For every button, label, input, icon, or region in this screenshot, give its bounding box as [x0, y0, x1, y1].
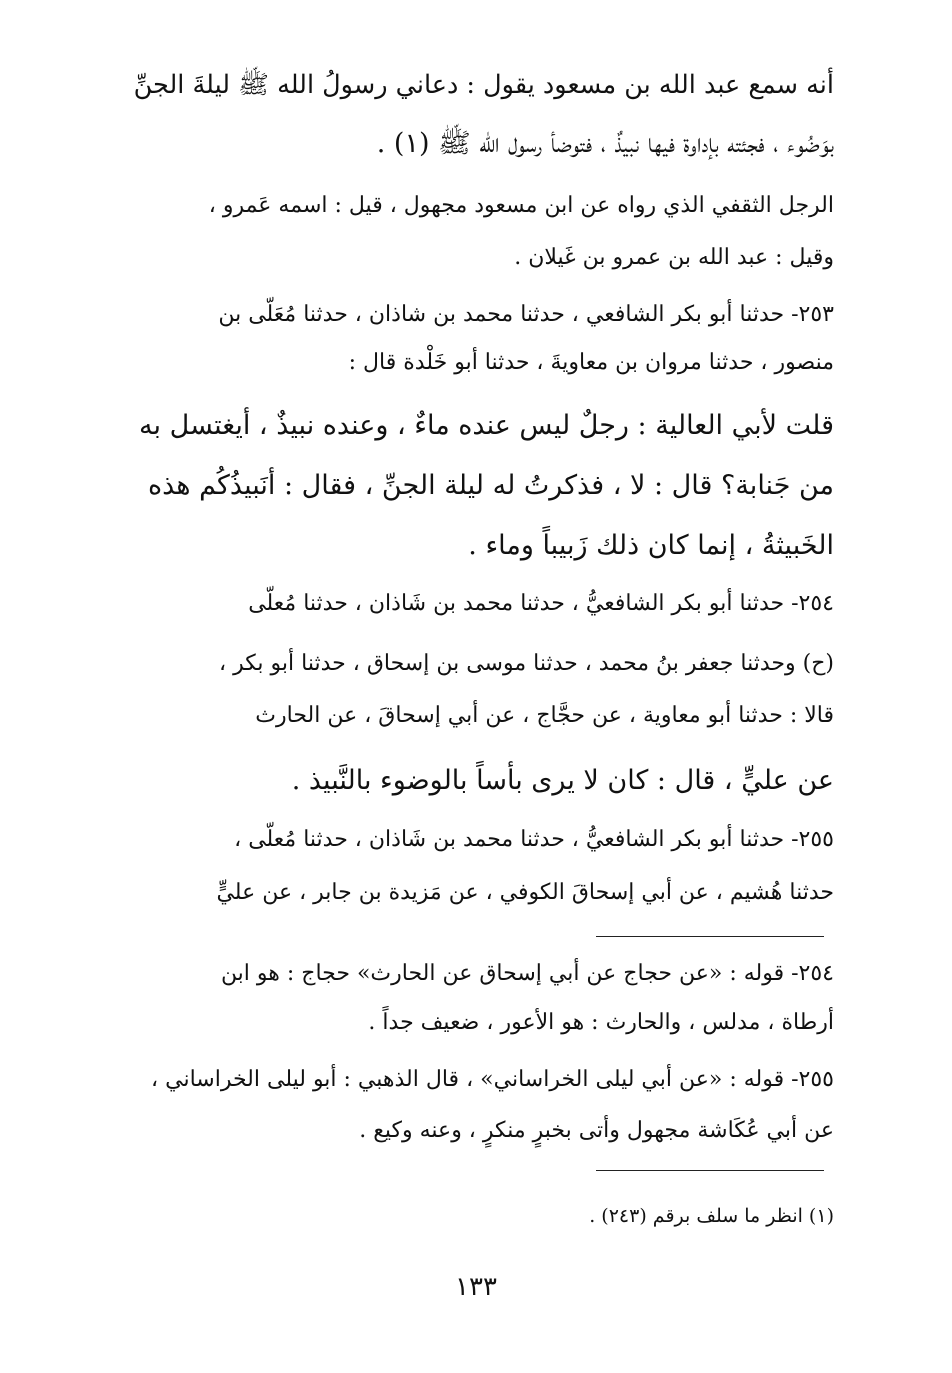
hadith-253-text-line: قلت لأبي العالية : رجلٌ ليس عنده ماءٌ ، وعنده نبيذٌ ، أيغتسل به — [139, 410, 834, 441]
commentary-line: الرجل الثقفي الذي رواه عن ابن مسعود مجهول ، قيل : اسمه عَمرو ، — [208, 193, 834, 218]
page-number: ١٣٣ — [455, 1272, 497, 1302]
hadith-254-chain-line: قالا : حدثنا أبو معاوية ، عن حجَّاج ، عن أبي إسحاقَ ، عن الحارث — [255, 703, 834, 728]
note-255-line: عن أبي عُكَاشة مجهول وأتى بخبرٍ منكرٍ ، وعنه وكيع . — [359, 1118, 834, 1143]
hadith-253-text-line: الخَبيثةُ ، إنما كان ذلك زَبيباً وماء . — [468, 530, 834, 561]
hadith-254-text-line: عن عليٍّ ، قال : كان لا يرى بأساً بالوضوء بالنَّبيذ . — [291, 765, 834, 796]
footnotes-divider — [596, 1170, 824, 1171]
hadith-253-text-line: من جَنابة؟ قال : لا ، فذكرتُ له ليلة الجنِّ ، فقال : أنَبيذُكُم هذه — [147, 470, 834, 501]
footnote-1: (١) انظر ما سلف برقم (٢٤٣) . — [589, 1205, 834, 1227]
note-254-line: أرطاة ، مدلس ، والحارث : هو الأعور ، ضعيف جداً . — [368, 1010, 834, 1035]
hadith-253-chain-line: ٢٥٣- حدثنا أبو بكر الشافعي ، حدثنا محمد بن شاذان ، حدثنا مُعَلّى بن — [218, 302, 834, 327]
hadith-255-chain-line: حدثنا هُشيم ، عن أبي إسحاقَ الكوفي ، عن مَزيدة بن جابر ، عن عليٍّ — [216, 880, 834, 905]
hadith-253-chain-line: منصور ، حدثنا مروان بن معاويةَ ، حدثنا أبو خَلْدة قال : — [348, 350, 834, 375]
hadith-text-line: بوَضُوء ، فجئته بإداوة فيها نبيذٌ ، فتوضأ رسول الله ﷺ (١) . — [376, 128, 834, 159]
note-255-line: ٢٥٥- قوله : «عن أبي ليلى الخراساني» ، قال الذهبي : أبو ليلى الخراساني ، — [151, 1067, 834, 1092]
commentary-line: وقيل : عبد الله بن عمرو بن غَيلان . — [514, 245, 834, 270]
hadith-text-line: أنه سمع عبد الله بن مسعود يقول : دعاني رسولُ الله ﷺ ليلةَ الجنِّ — [133, 70, 834, 100]
hadith-255-chain-line: ٢٥٥- حدثنا أبو بكر الشافعيُّ ، حدثنا محمد بن شَاذان ، حدثنا مُعلّى ، — [234, 827, 834, 852]
hadith-254-chain-line: (ح) وحدثنا جعفر بنُ محمد ، حدثنا موسى بن إسحاق ، حدثنا أبو بكر ، — [219, 651, 834, 676]
hadith-254-chain-line: ٢٥٤- حدثنا أبو بكر الشافعيُّ ، حدثنا محمد بن شَاذان ، حدثنا مُعلّى — [248, 591, 834, 616]
note-254-line: ٢٥٤- قوله : «عن حجاج عن أبي إسحاق عن الحارث» حجاج : هو ابن — [220, 961, 834, 986]
notes-divider — [596, 936, 824, 937]
